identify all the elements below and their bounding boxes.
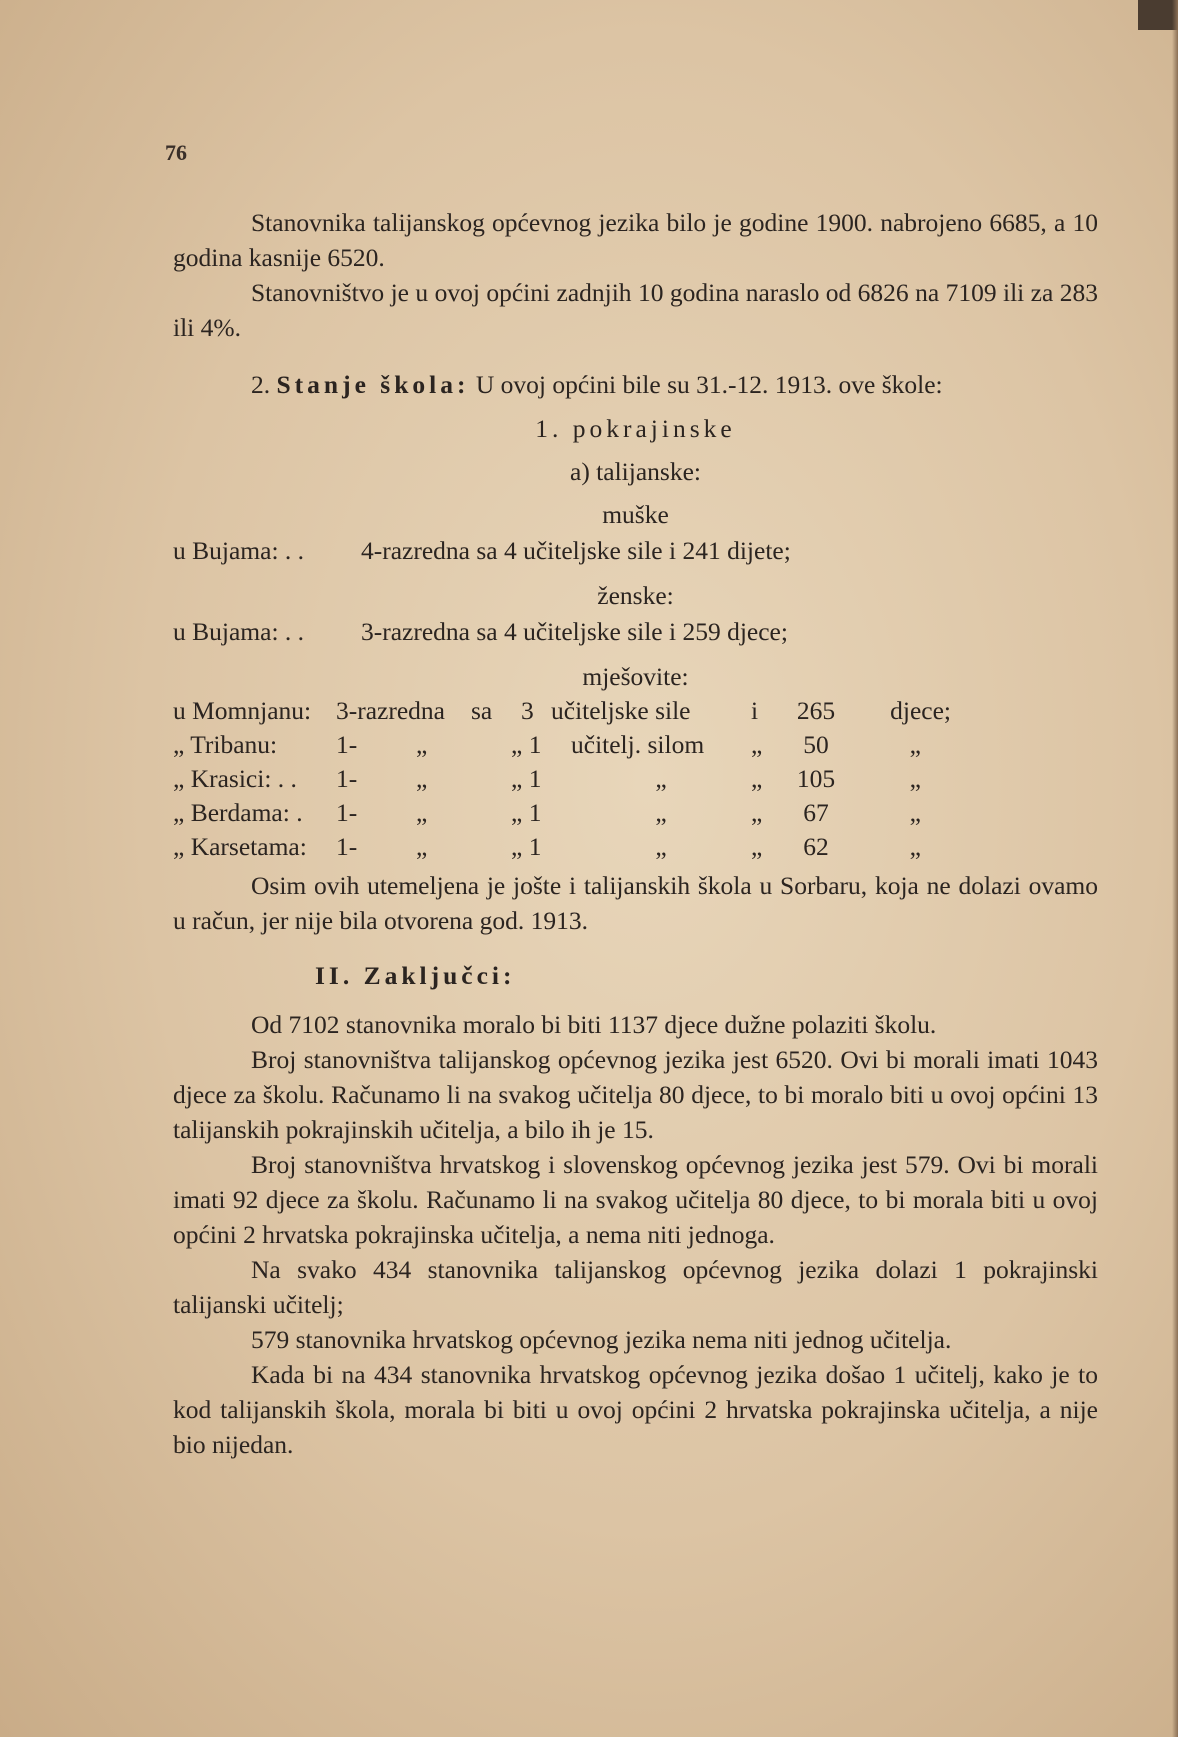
table-cell-i: „: [751, 798, 763, 827]
table-cell-sa: „: [416, 764, 428, 793]
table-cell-sa: „: [416, 798, 428, 827]
table-row: [173, 694, 1098, 728]
conclusions-body: [173, 1007, 1098, 1462]
table-cell-i: „: [751, 832, 763, 861]
table-cell-children: 67: [803, 798, 829, 827]
table-cell-grades: 1-: [336, 798, 358, 827]
section-2-text: U ovoj općini bile su 31.-12. 1913. ove škole:: [475, 370, 943, 399]
mixed-schools-table: [173, 694, 1098, 864]
table-cell-sa: sa: [471, 696, 493, 725]
table-cell-i: „: [751, 730, 763, 759]
table-cell-i: i: [751, 696, 759, 725]
table-row: [173, 830, 1098, 864]
table-cell-teacher: učiteljske sile: [551, 696, 691, 725]
conclusion-paragraph: Od 7102 stanovnika moralo bi biti 1137 djece dužne polaziti školu.: [251, 1010, 937, 1039]
conclusions-heading: II. Zaključci:: [315, 961, 516, 990]
subcategory-heading: a) talijanske:: [570, 457, 701, 486]
school-row-muske: [173, 532, 1098, 570]
conclusion-paragraph: 579 stanovnika hrvatskog općevnog jezika nema niti jednog učitelja.: [251, 1325, 952, 1354]
school-row-zenske: [173, 613, 1098, 651]
page-edge: [1172, 0, 1178, 1737]
section-2-number: 2.: [251, 370, 271, 399]
table-cell-children: 265: [796, 696, 836, 725]
table-row: [173, 796, 1098, 830]
conclusion-paragraph: Na svako 434 stanovnika talijanskog općevnog jezika dolazi 1 pokrajinski talijanski učitelj;: [173, 1255, 1098, 1319]
zenske-heading: ženske:: [597, 581, 674, 610]
table-cell-place: „ Berdama: .: [173, 798, 303, 827]
table-row: [173, 762, 1098, 796]
table-cell-i: „: [751, 764, 763, 793]
table-cell-unit: „: [909, 730, 921, 759]
school-place: u Bujama: . .: [173, 536, 305, 565]
conclusion-paragraph: Kada bi na 434 stanovnika hrvatskog općevnog jezika došao 1 učitelj, kako je to kod talijanskih škola, morala bi biti u ovoj općini 2 hrvatska pokrajinska učitelja, a nije bio nijedan.: [173, 1360, 1098, 1459]
table-cell-count: „ 1: [511, 764, 542, 793]
table-cell-grades: 3-razredna: [336, 696, 445, 725]
category-heading: 1. pokrajinske: [535, 414, 736, 443]
mjesovite-heading: mješovite:: [582, 662, 689, 691]
page-number: 76: [165, 140, 187, 165]
table-cell-count: „ 1: [511, 730, 542, 759]
note-paragraph: Osim ovih utemeljena je jošte i talijanskih škola u Sorbaru, koja ne dolazi ovamo u račun, jer nije bila otvorena god. 1913.: [173, 871, 1098, 935]
school-place: u Bujama: . .: [173, 617, 305, 646]
conclusion-paragraph: Broj stanovništva hrvatskog i slovenskog općevnog jezika jest 579. Ovi bi morali imati 92 djece za školu. Računamo li na svakog učitelja 80 djece, to bi morala biti u ovoj općini 2 hrvatska pokrajinska učitelja, a nema niti jednoga.: [173, 1150, 1098, 1249]
table-cell-children: 50: [803, 730, 829, 759]
table-cell-count: 3: [521, 696, 534, 725]
table-cell-unit: „: [909, 798, 921, 827]
table-cell-grades: 1-: [336, 832, 358, 861]
table-cell-grades: 1-: [336, 764, 358, 793]
table-cell-grades: 1-: [336, 730, 358, 759]
table-cell-place: u Momnjanu:: [173, 696, 312, 725]
section-2-heading: [173, 367, 1098, 402]
table-cell-teacher: „: [655, 764, 667, 793]
table-cell-count: „ 1: [511, 798, 542, 827]
table-cell-place: „ Karsetama:: [173, 832, 307, 861]
table-row: [173, 728, 1098, 762]
table-cell-sa: „: [416, 832, 428, 861]
school-desc: 3-razredna sa 4 učiteljske sile i 259 djece;: [361, 617, 788, 646]
intro-paragraph-2: Stanovništvo je u ovoj općini zadnjih 10 godina naraslo od 6826 na 7109 ili za 283 ili 4%.: [173, 278, 1098, 342]
table-cell-teacher: „: [655, 832, 667, 861]
table-cell-sa: „: [416, 730, 428, 759]
muske-heading: muške: [602, 500, 669, 529]
table-cell-unit: djece;: [890, 696, 951, 725]
conclusion-paragraph: Broj stanovništva talijanskog općevnog jezika jest 6520. Ovi bi morali imati 1043 djece za školu. Računamo li na svakog učitelja 80 djece, to bi moralo biti u ovoj općini 13 talijanskih pokrajinskih učitelja, a bilo ih je 15.: [173, 1045, 1098, 1144]
page-body: [173, 205, 1098, 1462]
table-cell-children: 62: [803, 832, 829, 861]
table-cell-place: „ Tribanu:: [173, 730, 278, 759]
table-cell-unit: „: [909, 764, 921, 793]
table-cell-place: „ Krasici: . .: [173, 764, 297, 793]
table-cell-teacher: učitelj. silom: [571, 730, 705, 759]
table-cell-count: „ 1: [511, 832, 542, 861]
school-desc: 4-razredna sa 4 učiteljske sile i 241 dijete;: [361, 536, 791, 565]
intro-paragraph-1: Stanovnika talijanskog općevnog jezika bilo je godine 1900. nabrojeno 6685, a 10 godina kasnije 6520.: [173, 208, 1098, 272]
table-cell-unit: „: [909, 832, 921, 861]
table-cell-teacher: „: [655, 798, 667, 827]
table-cell-children: 105: [796, 764, 836, 793]
section-2-title: Stanje škola:: [276, 370, 470, 399]
